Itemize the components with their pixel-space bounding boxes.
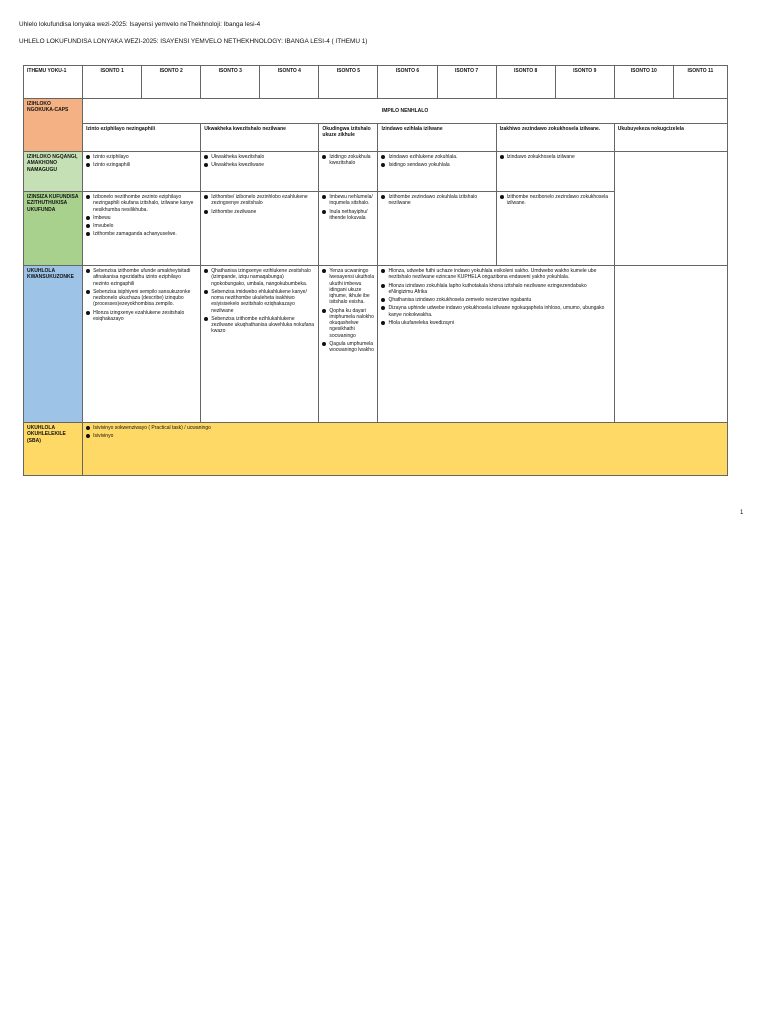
topic-cell: Izinto eziphilayo nezingaphili	[83, 124, 201, 152]
week-header: ISONTO 7	[437, 66, 496, 99]
informal-assessment-label: UKUHLOLA KWANSUKUZONKE	[24, 266, 83, 423]
informal-empty-cell	[614, 266, 727, 423]
bullet-item: Hlonza izindawo zokuhlala lapho kuthotakala khona izitshalo nezilwane ezingezendabuko eNingizimu Afrika	[381, 283, 610, 296]
sba-label: UKUHLOLA OKUHLELEKILE (SBA)	[24, 423, 83, 476]
bullet-item: Izithombe/ izibonelo zezinhlobo ezahlukene zezingxenye zesitshalo	[204, 194, 315, 207]
topic-cell: Okudingwa izitshalo ukuze zikhule	[319, 124, 378, 152]
concepts-list	[204, 154, 315, 169]
bullet-item: Imvubelo	[86, 223, 197, 229]
informal-list	[86, 268, 197, 322]
bullet-item: Yenza ucwaningo lwesayensi ukuthola ukuthi imbewu idingani ukuze iqhume, ikhule ibe isitshalo esisha.	[322, 268, 374, 306]
resources-label: IZINSIZA KUFUNDISA EZITHUTHUKISA UKUFUNDA	[24, 192, 83, 266]
bullet-item: Isivivinyo	[86, 433, 724, 439]
bullet-item: Izindawo ezihlukene zokuhlala.	[381, 154, 492, 160]
bullet-item: Izithombe nezibonelo zezindawo zokukhosela izilwane.	[500, 194, 611, 207]
bullet-item: Izithombe zezindawo zokuhlala izitshalo nezilwane	[381, 194, 492, 207]
week-header: ISONTO 2	[142, 66, 201, 99]
bullet-item: Ukwakheka kwezilwane	[204, 162, 315, 168]
informal-list	[204, 268, 315, 335]
informal-assessment-row	[24, 266, 728, 423]
concepts-list	[86, 154, 197, 169]
bullet-item: Izinto ezingaphili	[86, 162, 197, 168]
topic-cell: Ukubuyekeza nokugcizelela	[614, 124, 727, 152]
week-header: ISONTO 6	[378, 66, 437, 99]
bullet-item: Sebenzisa izithombe ezihlukahlukene zezilwane ukuqhathanisa ukwehluka nokufana kwazo	[204, 316, 315, 335]
week-header-row	[24, 66, 728, 99]
week-header: ISONTO 4	[260, 66, 319, 99]
bullet-item: Imbewu nehlumela/ inqumela sitshalo.	[322, 194, 374, 207]
week-header: ISONTO 10	[614, 66, 673, 99]
resources-list	[86, 194, 197, 238]
bullet-item: Sebenzisa izithombe ufunde amakheyisitadi afinakanisa ngezidathu izinto eziphilayo nezinto ezingaphili	[86, 268, 197, 287]
week-header: ISONTO 5	[319, 66, 378, 99]
resources-list	[500, 194, 611, 207]
bullet-item: Izinto eziphilayo	[86, 154, 197, 160]
concepts-row	[24, 152, 728, 192]
week-header: ISONTO 8	[496, 66, 555, 99]
bullet-item: Izithombe zezilwane	[204, 209, 315, 215]
document-subtitle: Uhlelo lokufundisa lonyaka wezi-2025: Isayensi yemvelo neThekhnoloji: Ibanga lesi-4	[19, 21, 261, 28]
bullet-item: Isivivinyo sokwenziwayo ( Practical task) / ucwaningo	[86, 425, 724, 431]
bullet-item: Hlonza izingxenye ezahlukene zesitshalo esiqhakazayo	[86, 310, 197, 323]
resources-list	[204, 194, 315, 215]
bullet-item: Izibonelo nezithombe zezinto eziphilayo nezingaphili okufana izitshalo, izilwane kanye nesikhumba nesilikhuba.	[86, 194, 197, 213]
bullet-item: Ukwakheka kwezitshalo	[204, 154, 315, 160]
sba-row	[24, 423, 728, 476]
page-number: 1	[740, 510, 744, 516]
informal-list	[322, 268, 374, 353]
bullet-item: Dizayna uphinde udwebe indawo yokukhosela izilwane ngokuqaphela inhloso, umumo, ubungako kanye nokokwakha.	[381, 305, 610, 318]
bullet-item: Hlonza, udwebe futhi uchaze indawo yokuhlala esikoleni sakho. Umdwebo wakho kumele ube nezitshalo nezilwane ezincane KUPHELA ongazibona endaweni yakho yokuhlala.	[381, 268, 610, 281]
revision-empty-cell	[614, 152, 727, 266]
bullet-item: Qagula umphumela wocwaningo lwakho	[322, 341, 374, 354]
strand-title: IMPILO NENHLALO	[83, 99, 728, 124]
resources-list	[381, 194, 492, 207]
topic-cell: Izindawo ezihlala izilwane	[378, 124, 496, 152]
bullet-item: Sebenzisa isiphiyeni sempilo sansukuzonke nezibonelo ukuchaza (describe) izinqubo (processes)ezeyokhombisa zempilo.	[86, 289, 197, 308]
topics-row	[24, 124, 728, 152]
term-label: ITHEMU YOKU-1	[24, 66, 83, 99]
bullet-item: Sebenzisa imidwebo ehlukahlukene kanye/ noma nezithombe ukuleheta isakhiwo esiyisisekelo sezitshalo eziqhakazayo nezilwane	[204, 289, 315, 314]
sba-list	[86, 425, 724, 440]
document-title: UHLELO LOKUFUNDISA LONYAKA WEZI-2025: ISAYENSI YEMVELO NETHEKHNOLOGY: IBANGA LESI-4 ( ITHEMU 1)	[19, 38, 368, 45]
informal-list	[381, 268, 610, 326]
week-header: ISONTO 3	[201, 66, 260, 99]
bullet-item: Imbewu	[86, 215, 197, 221]
bullet-item: Isidingo sendawo yokuhlala	[381, 162, 492, 168]
week-header: ISONTO 11	[673, 66, 727, 99]
bullet-item: Izindawo zokukhosela izilwane	[500, 154, 611, 160]
bullet-item: Izidingo zokukhula kwezitshalo	[322, 154, 374, 167]
topic-cell: Izakhiwo zezindawo zokukhosela izilwane.	[496, 124, 614, 152]
week-header: ISONTO 9	[555, 66, 614, 99]
bullet-item: Izithombe zamaganda achanyuselwe.	[86, 231, 197, 237]
caps-topics-label: IZIHLOKO NGOKUKA-CAPS	[24, 99, 83, 152]
teaching-plan-table	[23, 65, 728, 476]
bullet-item: Qopha ku dayari imiphumela nalokho okuqashelwe ngesikhathi socwaningo	[322, 308, 374, 339]
bullet-item: Qhathanisa izingxenye ezihlukene zesitshalo (izimpande, iziqu namaqabunga) ngokobungako, umbala, nangokubumbeka.	[204, 268, 315, 287]
concepts-list	[381, 154, 492, 169]
week-header: ISONTO 1	[83, 66, 142, 99]
concepts-list	[322, 154, 374, 167]
bullet-item: Inula nethayiphu/ ithende lokuvala	[322, 209, 374, 222]
concepts-list	[500, 154, 611, 160]
resources-list	[322, 194, 374, 221]
concepts-label: IZIHLOKO NGQANGI, AMAKHONO NAMAGUGU	[24, 152, 83, 192]
bullet-item: Qhathanisa izindawo zokukhosela zemvelo nezenziwe ngabantu	[381, 297, 610, 303]
bullet-item: Hlola ukufaneleka kwedizayni	[381, 320, 610, 326]
topic-cell: Ukwakheka kwezitshalo nezilwane	[201, 124, 319, 152]
